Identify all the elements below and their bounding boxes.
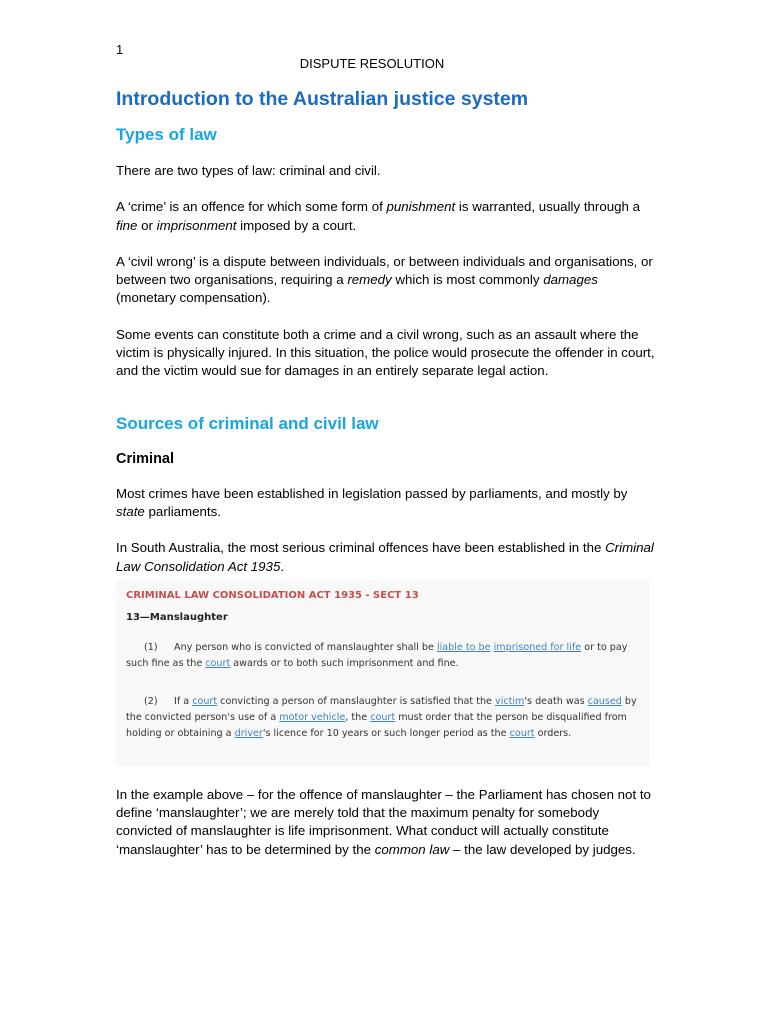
excerpt-clause-1: (1) Any person who is convicted of manslaughter shall be liable to be imprisoned for life or to pay such fine as the court awards or to both such imprisonment and fine.	[126, 641, 628, 669]
link-imprisoned-for-life[interactable]: imprisoned for life	[493, 641, 582, 653]
paragraph-crime: A ‘crime’ is an offence for which some form of punishment is warranted, usually through a fine or imprisonment imposed by a court.	[116, 199, 641, 233]
document-title: Introduction to the Australian justice system	[116, 88, 529, 110]
paragraph-civil-wrong: A ‘civil wrong’ is a dispute between individuals, or between individuals and organisations, or between two organisations, requiring a remedy which is most commonly damages (monetary compensation).	[116, 253, 653, 306]
paragraph-south-australia: In South Australia, the most serious criminal offences have been established in the Criminal Law Consolidation Act 1935.	[116, 540, 654, 574]
paragraph-both: Some events can constitute both a crime and a civil wrong, such as an assault where the victim is physically injured. In this situation, the police would prosecute the offender in court, and the victim would sue for damages in an entirely separate legal action.	[116, 326, 655, 379]
section-heading-types-of-law: Types of law	[116, 125, 217, 144]
link-motor-vehicle[interactable]: motor vehicle	[279, 711, 346, 723]
section-heading-sources: Sources of criminal and civil law	[116, 413, 379, 433]
running-header: DISPUTE RESOLUTION	[299, 56, 445, 71]
paragraph-legislation: Most crimes have been established in legislation passed by parliaments, and mostly by state parliaments.	[116, 485, 628, 519]
link-court[interactable]: court	[509, 727, 535, 739]
excerpt-title: CRIMINAL LAW CONSOLIDATION ACT 1935 - SECT 13	[126, 589, 419, 601]
paragraph-manslaughter-example: In the example above – for the offence of manslaughter – the Parliament has chosen not to define ‘manslaughter’; we are merely told that the maximum penalty for somebody convicted of manslaughter is life imprisonment. What conduct will actually constitute ‘manslaughter’ has to be determined by the common law – the law developed by judges.	[116, 786, 651, 857]
subheading-criminal: Criminal	[116, 450, 175, 467]
link-court[interactable]: court	[370, 711, 396, 723]
link-court[interactable]: court	[205, 657, 231, 669]
legislation-excerpt-image	[116, 580, 650, 766]
excerpt-section-heading: 13—Manslaughter	[126, 611, 228, 623]
link-liable-to-be[interactable]: liable to be	[436, 641, 491, 653]
page-content	[116, 86, 656, 877]
link-caused[interactable]: caused	[587, 695, 622, 707]
excerpt-clause-2: (2) If a court convicting a person of manslaughter is satisfied that the victim's death was caused by the convicted person's use of a motor vehicle, the court must order that the person be disqualified from holding or obtaining a driver's licence for 10 years or such longer period as the court orders.	[126, 695, 637, 739]
link-driver[interactable]: driver	[234, 727, 263, 739]
paragraph-two-types: There are two types of law: criminal and civil.	[116, 163, 381, 178]
link-victim[interactable]: victim	[495, 695, 525, 707]
page-number: 1	[116, 42, 124, 57]
link-court[interactable]: court	[192, 695, 218, 707]
